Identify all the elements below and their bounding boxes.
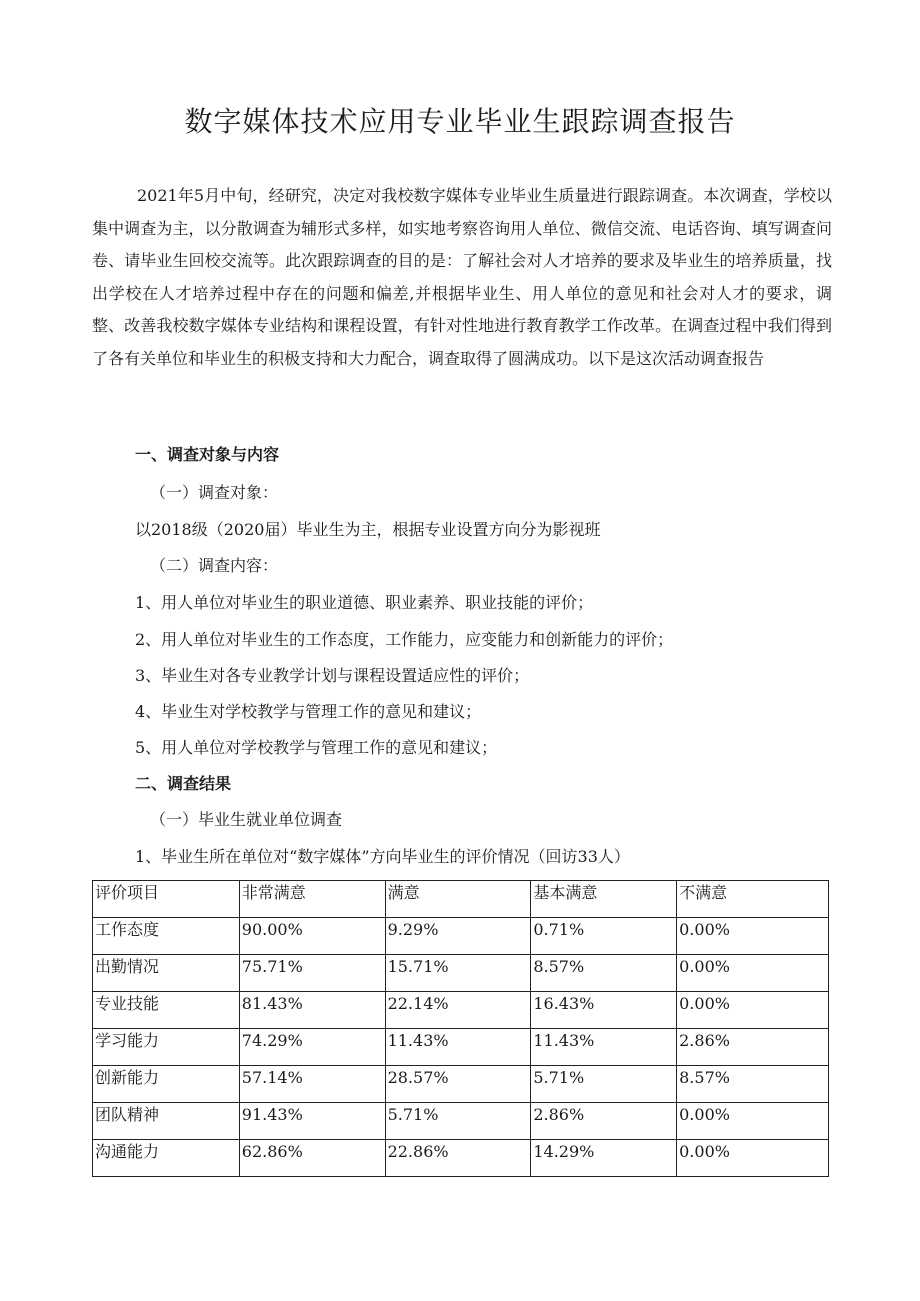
table-cell: 2.86% xyxy=(677,1029,829,1066)
content-item-4: 4、毕业生对学校教学与管理工作的意见和建议； xyxy=(135,702,482,721)
survey-target-heading: （一）调查对象： xyxy=(150,483,279,502)
table-cell: 11.43% xyxy=(385,1029,531,1066)
survey-target-text: 以2018级（2020届）毕业生为主，根据专业设置方向分为影视班 xyxy=(135,520,601,539)
table-header-cell: 不满意 xyxy=(677,881,829,918)
content-item-2: 2、用人单位对毕业生的工作态度，工作能力，应变能力和创新能力的评价； xyxy=(135,630,674,649)
table-header-cell: 评价项目 xyxy=(93,881,240,918)
table-cell: 91.43% xyxy=(239,1103,385,1140)
evaluation-table xyxy=(92,880,829,1177)
table-row xyxy=(93,1140,829,1177)
table-cell: 81.43% xyxy=(239,992,385,1029)
table-cell: 8.57% xyxy=(531,955,677,992)
table-cell: 75.71% xyxy=(239,955,385,992)
table-cell: 创新能力 xyxy=(93,1066,240,1103)
table-cell: 0.00% xyxy=(677,955,829,992)
table-cell: 0.00% xyxy=(677,918,829,955)
table-row xyxy=(93,955,829,992)
section1-heading: 一、调查对象与内容 xyxy=(135,445,280,464)
table-cell: 0.00% xyxy=(677,1140,829,1177)
table-header-row xyxy=(93,881,829,918)
table-cell: 22.86% xyxy=(385,1140,531,1177)
table-cell: 9.29% xyxy=(385,918,531,955)
table-cell: 沟通能力 xyxy=(93,1140,240,1177)
table-cell: 16.43% xyxy=(531,992,677,1029)
table-cell: 22.14% xyxy=(385,992,531,1029)
table-cell: 74.29% xyxy=(239,1029,385,1066)
table-cell: 0.00% xyxy=(677,992,829,1029)
table-header-cell: 非常满意 xyxy=(239,881,385,918)
table-cell: 15.71% xyxy=(385,955,531,992)
table-cell: 0.71% xyxy=(531,918,677,955)
table-cell: 11.43% xyxy=(531,1029,677,1066)
content-item-5: 5、用人单位对学校教学与管理工作的意见和建议； xyxy=(135,738,498,757)
section2-heading: 二、调查结果 xyxy=(135,774,232,793)
employer-survey-heading: （一）毕业生就业单位调查 xyxy=(150,810,343,829)
table-cell: 团队精神 xyxy=(93,1103,240,1140)
report-title: 数字媒体技术应用专业毕业生跟踪调查报告 xyxy=(184,105,736,138)
table-cell: 5.71% xyxy=(385,1103,531,1140)
table-cell: 2.86% xyxy=(531,1103,677,1140)
table-cell: 28.57% xyxy=(385,1066,531,1103)
content-item-1: 1、用人单位对毕业生的职业道德、职业素养、职业技能的评价； xyxy=(135,593,594,612)
table-cell: 0.00% xyxy=(677,1103,829,1140)
table-cell: 出勤情况 xyxy=(93,955,240,992)
table-cell: 14.29% xyxy=(531,1140,677,1177)
table-row xyxy=(93,1066,829,1103)
table-row xyxy=(93,1103,829,1140)
table-row xyxy=(93,1029,829,1066)
table-row xyxy=(93,918,829,955)
table-row xyxy=(93,992,829,1029)
table-cell: 8.57% xyxy=(677,1066,829,1103)
table-cell: 专业技能 xyxy=(93,992,240,1029)
survey-content-heading: （二）调查内容： xyxy=(150,556,279,575)
table-cell: 62.86% xyxy=(239,1140,385,1177)
table-header-cell: 基本满意 xyxy=(531,881,677,918)
table-cell: 90.00% xyxy=(239,918,385,955)
table-cell: 学习能力 xyxy=(93,1029,240,1066)
table-header-cell: 满意 xyxy=(385,881,531,918)
intro-paragraph: 2021年5月中旬，经研究，决定对我校数字媒体专业毕业生质量进行跟踪调查。本次调查，学校以集中调查为主，以分散调查为辅形式多样，如实地考察咨询用人单位、微信交流、电话咨询、填写调查问卷、请毕业生回校交流等。此次跟踪调查的目的是：了解社会对人才培养的要求及毕业生的培养质量，找出学校在人才培养过程中存在的问题和偏差,并根据毕业生、用人单位的意见和社会对人才的要求，调整、改善我校数字媒体专业结构和课程设置，有针对性地进行教育教学工作改革。在调查过程中我们得到了各有关单位和毕业生的积极支持和大力配合，调查取得了圆满成功。以下是这次活动调查报告 xyxy=(92,186,832,368)
table-cell: 5.71% xyxy=(531,1066,677,1103)
table-cell: 工作态度 xyxy=(93,918,240,955)
table-cell: 57.14% xyxy=(239,1066,385,1103)
content-item-3: 3、毕业生对各专业教学计划与课程设置适应性的评价； xyxy=(135,666,530,685)
table-caption: 1、毕业生所在单位对“数字媒体”方向毕业生的评价情况（回访33人） xyxy=(135,847,630,866)
